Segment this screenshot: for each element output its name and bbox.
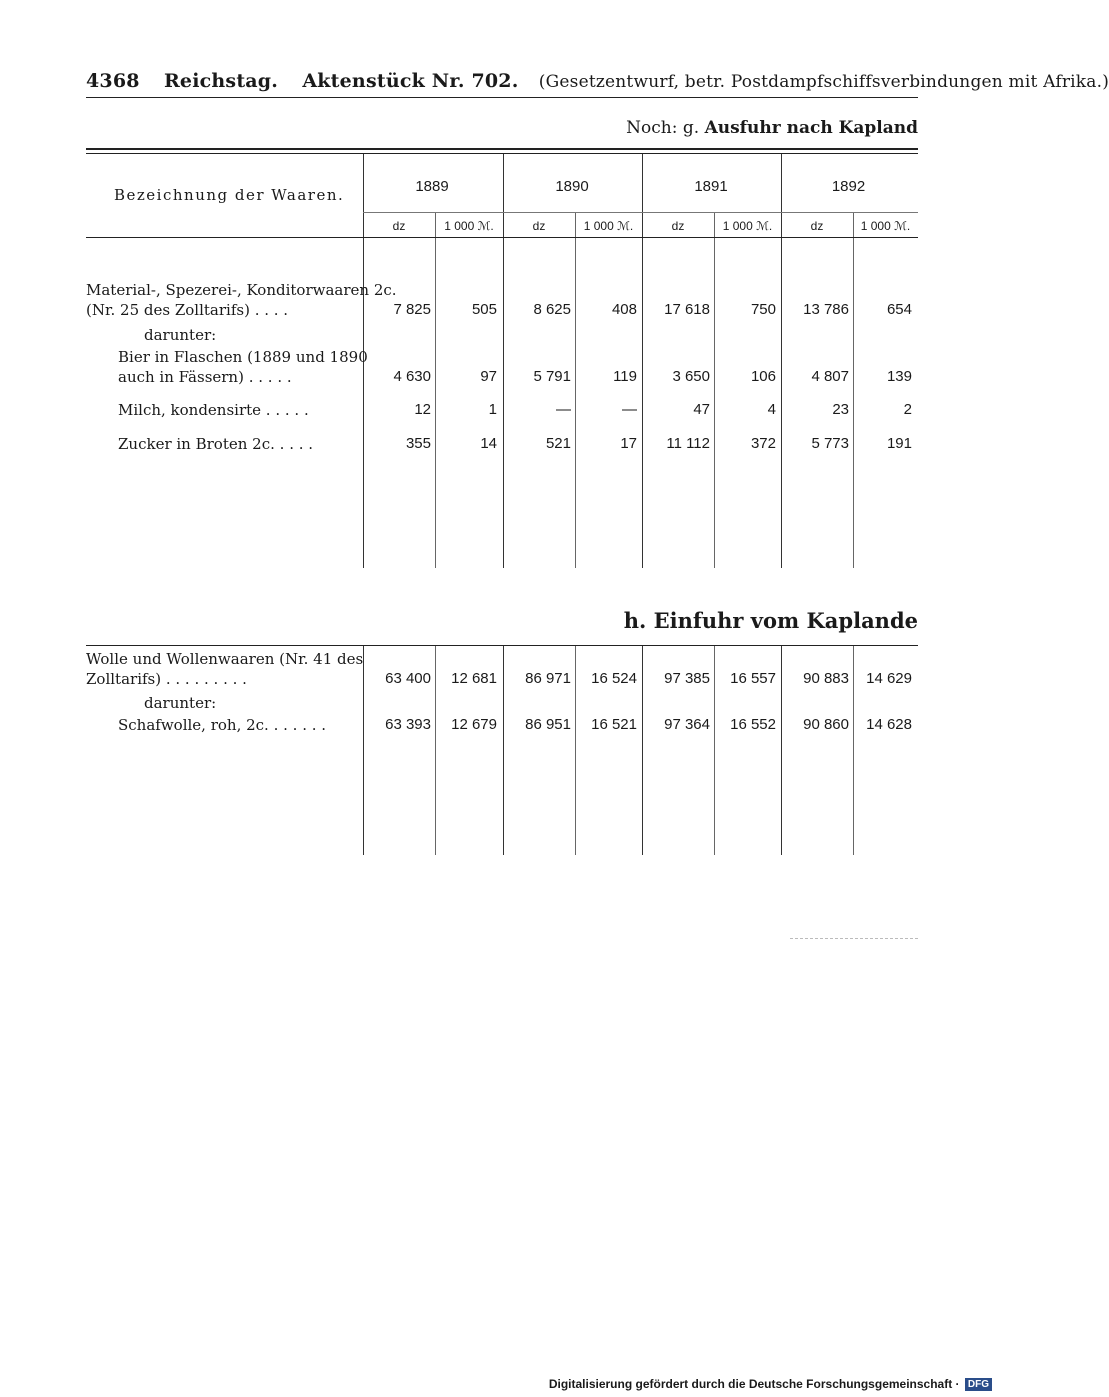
section-g-heading: Ausfuhr nach Kapland bbox=[704, 118, 918, 138]
export-row-label: Material-, Spezerei-, Konditorwaaren 2c. bbox=[86, 281, 397, 299]
import-cell: 16 524 bbox=[591, 670, 637, 687]
year-header-1891: 1891 bbox=[694, 178, 728, 195]
import-cell: 14 629 bbox=[866, 670, 912, 687]
export-cell: 408 bbox=[611, 301, 637, 318]
import-cell: 16 521 bbox=[591, 716, 637, 733]
year-header-1889: 1889 bbox=[415, 178, 449, 195]
export-row-label: Bier in Flaschen (1889 und 1890 bbox=[118, 348, 368, 366]
parliament-label: Reichstag. bbox=[163, 70, 279, 92]
export-cell: 372 bbox=[750, 435, 776, 452]
export-cell: 17 618 bbox=[664, 301, 710, 318]
column-divider bbox=[642, 154, 643, 238]
import-row-label: Zolltarifs) . . . . . . . . . bbox=[86, 670, 247, 688]
table-top-rule-thin bbox=[86, 153, 918, 154]
export-cell: 4 630 bbox=[393, 368, 431, 385]
export-cell: 17 bbox=[620, 435, 637, 452]
import-cell: 90 883 bbox=[803, 670, 849, 687]
goods-column-header: Bezeichnung der Waaren. bbox=[114, 186, 345, 204]
import-cell: 12 679 bbox=[451, 716, 497, 733]
export-cell: 505 bbox=[471, 301, 497, 318]
export-cell: 13 786 bbox=[803, 301, 849, 318]
export-cell: 8 625 bbox=[533, 301, 571, 318]
export-cell: 2 bbox=[903, 401, 912, 418]
unit-quantity-header: dz bbox=[392, 219, 406, 233]
column-divider bbox=[435, 213, 436, 238]
export-cell: 139 bbox=[886, 368, 912, 385]
export-cell: 14 bbox=[480, 435, 497, 452]
import-row-label: darunter: bbox=[144, 694, 217, 712]
column-divider bbox=[503, 238, 504, 568]
digitization-footer: Digitalisierung gefördert durch die Deutsche Forschungsgemeinschaft · DFG bbox=[549, 1377, 992, 1391]
column-divider bbox=[503, 154, 504, 238]
import-cell: 63 393 bbox=[385, 716, 431, 733]
column-divider bbox=[435, 646, 436, 855]
import-cell: 14 628 bbox=[866, 716, 912, 733]
column-divider bbox=[853, 213, 854, 238]
import-cell: 16 557 bbox=[730, 670, 776, 687]
export-row-label: Milch, kondensirte . . . . . bbox=[118, 401, 309, 419]
export-cell: 119 bbox=[613, 368, 637, 385]
import-cell: 97 385 bbox=[664, 670, 710, 687]
year-header-1890: 1890 bbox=[555, 178, 589, 195]
export-cell: 4 bbox=[767, 401, 776, 418]
column-divider bbox=[714, 646, 715, 855]
column-divider bbox=[714, 213, 715, 238]
export-cell: 521 bbox=[545, 435, 571, 452]
column-divider bbox=[575, 238, 576, 568]
section-g-title bbox=[626, 118, 918, 138]
export-row-label: Zucker in Broten 2c. . . . . bbox=[118, 435, 314, 453]
export-cell: 750 bbox=[750, 301, 776, 318]
export-cell: 191 bbox=[886, 435, 912, 452]
export-cell: — bbox=[556, 401, 571, 418]
unit-quantity-header: dz bbox=[810, 219, 824, 233]
unit-value-header: 1 000 ℳ. bbox=[444, 219, 494, 233]
import-cell: 16 552 bbox=[730, 716, 776, 733]
dfg-logo: DFG bbox=[965, 1378, 992, 1391]
export-cell: 355 bbox=[405, 435, 431, 452]
import-cell: 86 971 bbox=[525, 670, 571, 687]
import-cell: 12 681 bbox=[451, 670, 497, 687]
export-cell: 23 bbox=[832, 401, 849, 418]
year-header-1892: 1892 bbox=[831, 178, 866, 195]
import-cell: 86 951 bbox=[525, 716, 571, 733]
export-cell: 5 791 bbox=[533, 368, 571, 385]
column-divider bbox=[435, 238, 436, 568]
column-divider bbox=[642, 238, 643, 568]
header-bottom-rule bbox=[86, 237, 918, 238]
export-cell: 1 bbox=[488, 401, 497, 418]
export-row-label: darunter: bbox=[144, 326, 217, 344]
page-header bbox=[86, 70, 1109, 98]
export-cell: 4 807 bbox=[811, 368, 849, 385]
export-row-label: auch in Fässern) . . . . . bbox=[118, 368, 292, 386]
column-divider bbox=[642, 646, 643, 855]
year-subheader-rule bbox=[363, 212, 918, 213]
export-cell: 12 bbox=[414, 401, 431, 418]
stray-rule bbox=[790, 938, 918, 940]
export-cell: 106 bbox=[750, 368, 776, 385]
column-divider bbox=[853, 238, 854, 568]
column-divider bbox=[781, 646, 782, 855]
column-divider bbox=[575, 213, 576, 238]
column-divider bbox=[575, 646, 576, 855]
import-row-label: Wolle und Wollenwaaren (Nr. 41 des bbox=[86, 650, 364, 668]
column-divider bbox=[781, 238, 782, 568]
column-divider bbox=[714, 238, 715, 568]
import-cell: 90 860 bbox=[803, 716, 849, 733]
section-g-prefix: Noch: g. bbox=[626, 118, 700, 138]
column-divider bbox=[853, 646, 854, 855]
footer-text: Digitalisierung gefördert durch die Deutsche Forschungsgemeinschaft bbox=[548, 1376, 953, 1391]
export-cell: 7 825 bbox=[393, 301, 431, 318]
import-cell: 63 400 bbox=[385, 670, 431, 687]
document-number: Aktenstück Nr. 702. bbox=[302, 70, 519, 92]
column-divider bbox=[503, 646, 504, 855]
import-top-rule bbox=[86, 645, 918, 646]
unit-value-header: 1 000 ℳ. bbox=[583, 219, 634, 233]
unit-quantity-header: dz bbox=[532, 219, 546, 233]
export-cell: 11 112 bbox=[666, 435, 710, 452]
header-rule bbox=[86, 97, 918, 98]
table-top-rule bbox=[86, 148, 918, 150]
document-description: (Gesetzentwurf, betr. Postdampfschiffsverbindungen mit Afrika.) bbox=[538, 72, 1109, 92]
export-cell: 654 bbox=[886, 301, 912, 318]
column-divider bbox=[363, 154, 364, 238]
import-cell: 97 364 bbox=[664, 716, 710, 733]
unit-quantity-header: dz bbox=[671, 219, 685, 233]
section-h-title: h. Einfuhr vom Kaplande bbox=[623, 608, 918, 633]
column-divider bbox=[781, 154, 782, 238]
unit-value-header: 1 000 ℳ. bbox=[860, 219, 911, 233]
export-cell: 5 773 bbox=[811, 435, 849, 452]
unit-value-header: 1 000 ℳ. bbox=[722, 219, 773, 233]
export-cell: 47 bbox=[693, 401, 710, 418]
export-cell: — bbox=[622, 401, 637, 418]
export-cell: 97 bbox=[480, 368, 497, 385]
import-row-label: Schafwolle, roh, 2c. . . . . . . bbox=[118, 716, 327, 734]
column-divider bbox=[363, 646, 364, 855]
export-row-label: (Nr. 25 des Zolltarifs) . . . . bbox=[86, 301, 289, 319]
export-cell: 3 650 bbox=[672, 368, 710, 385]
page-number: 4368 bbox=[86, 70, 140, 92]
